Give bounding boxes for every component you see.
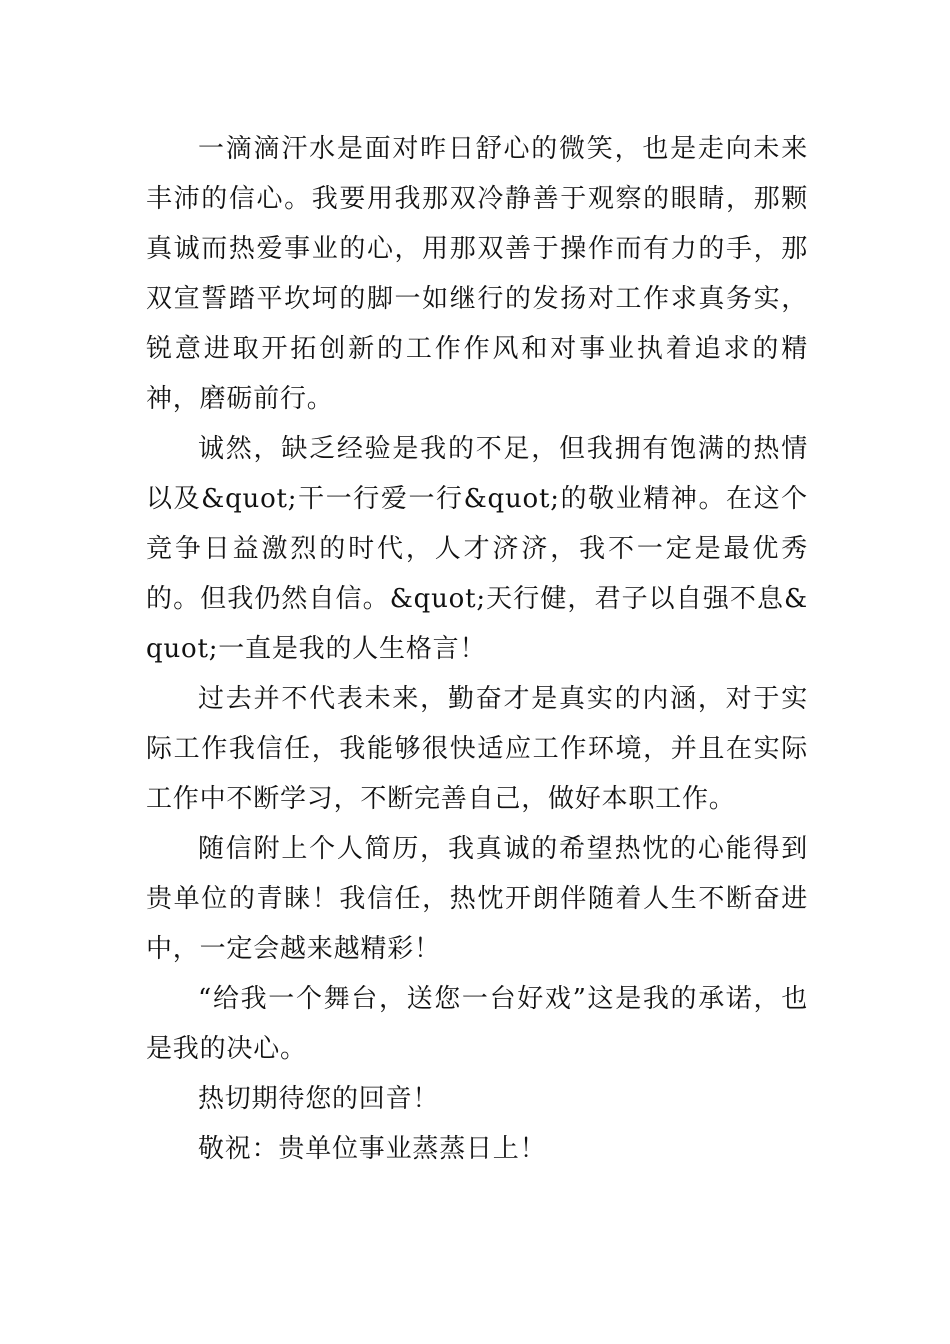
paragraph-effort: 一滴滴汗水是面对昨日舒心的微笑，也是走向未来丰沛的信心。我要用我那双冷静善于观察的眼睛，那颗真诚而热爱事业的心，用那双善于操作而有力的手，那双宣誓踏平坎坷的脚一如继行的发扬对工作求真务实，锐意进取开拓创新的工作作风和对事业执着追求的精神，磨砺前行。	[146, 134, 808, 414]
paragraph-resume: 随信附上个人简历，我真诚的希望热忱的心能得到贵单位的青睐！我信任，热忱开朗伴随着人生不断奋进中，一定会越来越精彩！	[146, 834, 808, 964]
letter-body	[146, 124, 808, 1174]
paragraph-salutation: 敬祝：贵单位事业蒸蒸日上！	[198, 1134, 547, 1164]
paragraph-promise: “给我一个舞台，送您一台好戏”这是我的承诺，也是我的决心。	[146, 984, 808, 1064]
paragraph-diligence: 过去并不代表未来，勤奋才是真实的内涵，对于实际工作我信任，我能够很快适应工作环境，并且在实际工作中不断学习，不断完善自己，做好本职工作。	[146, 684, 808, 814]
paragraph-closing: 热切期待您的回音！	[198, 1084, 440, 1114]
paragraph-confidence: 诚然，缺乏经验是我的不足，但我拥有饱满的热情以及&quot;干一行爱一行&quot;的敬业精神。在这个竞争日益激烈的时代，人才济济，我不一定是最优秀的。但我仍然自信。&quot;天行健，君子以自强不息&quot;一直是我的人生格言！	[146, 434, 808, 664]
